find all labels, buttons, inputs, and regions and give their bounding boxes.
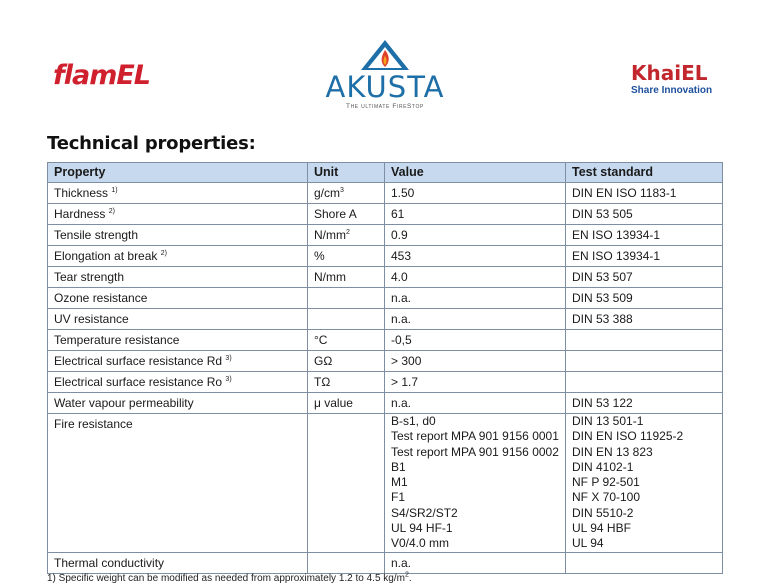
- header-value: Value: [385, 163, 566, 183]
- cell-unit: N/mm: [308, 267, 385, 288]
- cell-property: Elongation at break $^{2)}$: [48, 246, 308, 267]
- table-row: [48, 309, 723, 330]
- technical-properties-table: [47, 162, 723, 574]
- cell-property: Temperature resistance: [48, 330, 308, 351]
- cell-standard: DIN 53 388: [566, 309, 723, 330]
- cell-property: Electrical surface resistance Rd $^{3)}$: [48, 351, 308, 372]
- cell-unit: [308, 309, 385, 330]
- cell-standard: DIN 13 501-1 DIN EN ISO 11925-2 DIN EN 13 823 DIN 4102-1 NF P 92-501 NF X 70-100 DIN 5510-2 UL 94 HBF UL 94: [566, 414, 723, 553]
- cell-unit: °C: [308, 330, 385, 351]
- cell-property: Thickness $^{1)}$: [48, 183, 308, 204]
- table-row: [48, 183, 723, 204]
- cell-value: 0.9: [385, 225, 566, 246]
- cell-value: 1.50: [385, 183, 566, 204]
- cell-unit: μ value: [308, 393, 385, 414]
- cell-property: Tear strength: [48, 267, 308, 288]
- cell-unit: [308, 552, 385, 573]
- cell-standard: DIN EN ISO 1183-1: [566, 183, 723, 204]
- footnote-ref: 2): [160, 250, 167, 257]
- cell-standard: EN ISO 13934-1: [566, 246, 723, 267]
- cell-unit: $N/mm^2$: [308, 225, 385, 246]
- cell-standard: DIN 53 122: [566, 393, 723, 414]
- cell-value: > 1.7: [385, 372, 566, 393]
- cell-standard: [566, 552, 723, 573]
- flamel-logo: flamEL: [53, 60, 151, 91]
- header-standard: Test standard: [566, 163, 723, 183]
- footnote-ref: 2): [108, 208, 115, 215]
- khaiel-wordmark: KhaiEL: [631, 61, 708, 85]
- cell-property: Ozone resistance: [48, 288, 308, 309]
- cell-unit: %: [308, 246, 385, 267]
- section-title: Technical properties:: [47, 133, 256, 154]
- unit-exponent: 2: [346, 229, 350, 236]
- table-row: [48, 204, 723, 225]
- table-row: [48, 552, 723, 573]
- akusta-logo: [305, 38, 465, 108]
- footnote-ref: 3): [225, 355, 232, 362]
- cell-unit: Shore A: [308, 204, 385, 225]
- table-row: [48, 351, 723, 372]
- table-row: [48, 393, 723, 414]
- cell-property: Tensile strength: [48, 225, 308, 246]
- cell-unit: GΩ: [308, 351, 385, 372]
- cell-property: Electrical surface resistance Ro $^{3)}$: [48, 372, 308, 393]
- footnote: 1) Specific weight can be modified as needed from approximately 1.2 to 4.5 $kg/m^2$.: [47, 571, 412, 584]
- cell-unit: TΩ: [308, 372, 385, 393]
- cell-unit: [308, 414, 385, 553]
- cell-standard: DIN 53 505: [566, 204, 723, 225]
- cell-property: UV resistance: [48, 309, 308, 330]
- header-property: Property: [48, 163, 308, 183]
- cell-standard: [566, 372, 723, 393]
- table-row: [48, 372, 723, 393]
- cell-standard: DIN 53 507: [566, 267, 723, 288]
- cell-property: Water vapour permeability: [48, 393, 308, 414]
- cell-value: n.a.: [385, 288, 566, 309]
- table-row: [48, 225, 723, 246]
- khaiel-tagline: Share Innovation: [631, 85, 713, 96]
- cell-standard: [566, 351, 723, 372]
- header-unit: Unit: [308, 163, 385, 183]
- cell-value: n.a.: [385, 552, 566, 573]
- table-row: [48, 288, 723, 309]
- cell-standard: DIN 53 509: [566, 288, 723, 309]
- cell-unit: $g/cm^3$: [308, 183, 385, 204]
- cell-value: n.a.: [385, 309, 566, 330]
- flame-triangle-icon: [359, 38, 411, 72]
- table-row: [48, 267, 723, 288]
- table-row-fire-resistance: [48, 414, 723, 553]
- cell-value: 453: [385, 246, 566, 267]
- table-row: [48, 330, 723, 351]
- footnote-ref: 3): [225, 376, 232, 383]
- khaiel-logo: [631, 62, 731, 96]
- table-row: [48, 246, 723, 267]
- cell-standard: [566, 330, 723, 351]
- cell-unit: [308, 288, 385, 309]
- akusta-wordmark: AKUSTA: [325, 70, 445, 104]
- cell-property: Fire resistance: [48, 414, 308, 553]
- akusta-tagline: The ultimate FireStop: [346, 103, 424, 110]
- cell-value: -0,5: [385, 330, 566, 351]
- cell-value: B-s1, d0 Test report MPA 901 9156 0001 Test report MPA 901 9156 0002 B1 M1 F1 S4/SR2/ST2 UL 94 HF-1 V0/4.0 mm: [385, 414, 566, 553]
- unit-exponent: 3: [340, 187, 344, 194]
- cell-value: > 300: [385, 351, 566, 372]
- table-header-row: [48, 163, 723, 183]
- cell-property: Hardness $^{2)}$: [48, 204, 308, 225]
- cell-value: 61: [385, 204, 566, 225]
- cell-property: Thermal conductivity: [48, 552, 308, 573]
- cell-value: n.a.: [385, 393, 566, 414]
- cell-standard: EN ISO 13934-1: [566, 225, 723, 246]
- cell-value: 4.0: [385, 267, 566, 288]
- footnote-ref: 1): [111, 187, 118, 194]
